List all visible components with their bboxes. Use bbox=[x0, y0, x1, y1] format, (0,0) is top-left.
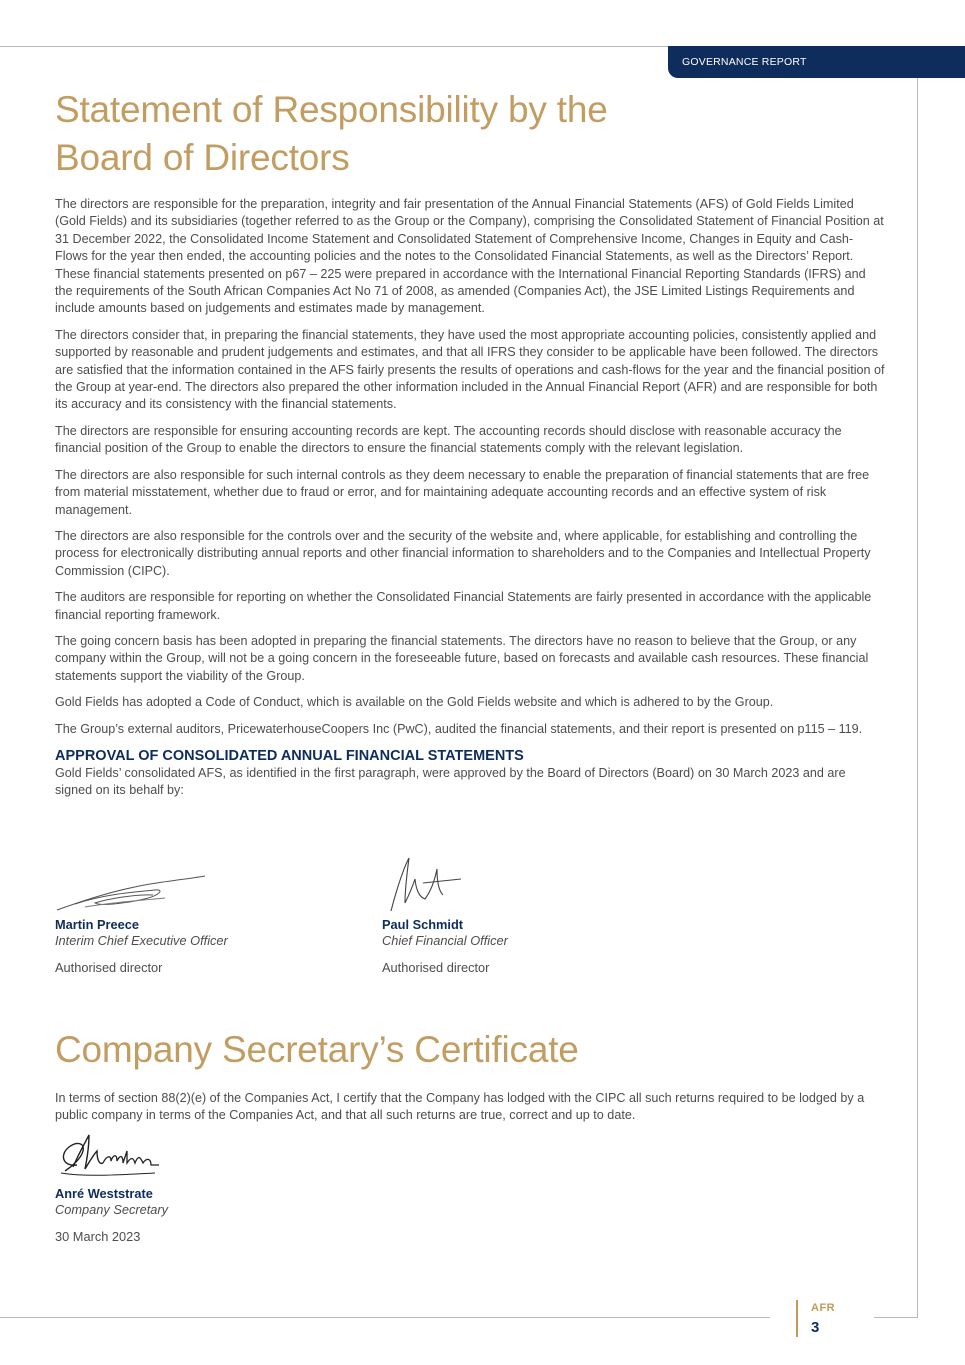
signatory-block-2 bbox=[382, 917, 702, 976]
approval-heading: APPROVAL OF CONSOLIDATED ANNUAL FINANCIAL STATEMENTS bbox=[55, 747, 524, 764]
right-rule bbox=[917, 78, 918, 1318]
title-line-2: Board of Directors bbox=[55, 137, 350, 178]
signatory-name: Martin Preece bbox=[55, 917, 139, 932]
section-header-tab bbox=[668, 46, 965, 78]
body-paragraph: The auditors are responsible for reporting on whether the Consolidated Financial Statements are fairly presented in accordance with the applicable financial reporting framework. bbox=[55, 590, 872, 622]
statement-body bbox=[55, 196, 885, 809]
signatory-block-1 bbox=[55, 917, 375, 976]
section-label: GOVERNANCE REPORT bbox=[682, 56, 807, 68]
certificate-section bbox=[55, 1026, 885, 1074]
bottom-rule bbox=[0, 1317, 770, 1318]
secretary-role: Company Secretary bbox=[55, 1202, 169, 1217]
signature-andre-weststrate bbox=[55, 1133, 165, 1183]
certificate-body bbox=[55, 1090, 885, 1134]
body-paragraph: The directors consider that, in preparing the financial statements, they have used the most appropriate accounting policies, consistently applied and supported by reasonable and prudent judgements and estimates, and that all IFRS they consider to be applicable have been followed. The directors are satisfied that the information contained in the AFS fairly presents the results of operations and cash-flows for the year and the financial position of the Group at year-end. The directors also prepared the other information included in the Annual Financial Report (AFR) and are responsible for both its accuracy and its consistency with the financial statements. bbox=[55, 327, 885, 412]
secretary-signatory-block bbox=[55, 1186, 375, 1245]
certificate-title: Company Secretary’s Certificate bbox=[55, 1029, 579, 1070]
statement-title-block bbox=[55, 86, 885, 182]
signature-paul-schmidt bbox=[385, 855, 465, 913]
certificate-text: In terms of section 88(2)(e) of the Companies Act, I certify that the Company has lodged with the CIPC all such returns required to be lodged by a public company in terms of the Companies Act, and that all such returns are true, correct and up to date. bbox=[55, 1091, 865, 1123]
approval-text: Gold Fields’ consolidated AFS, as identified in the first paragraph, were approved by the Board of Directors (Board) on 30 March 2023 and are signed on its behalf by: bbox=[55, 765, 846, 798]
body-paragraph: The directors are responsible for the preparation, integrity and fair presentation of the Annual Financial Statements (AFS) of Gold Fields Limited (Gold Fields) and its subsidiaries (together referred to as the Group or the Company), comprising the Consolidated Statement of Financial Position at 31 December 2022, the Consolidated Income Statement and Consolidated Statement of Comprehensive Income, Changes in Equity and Cash-Flows for the year then ended, the accounting policies and the notes to the Consolidated Financial Statements, as well as the Directors’ Report. These financial statements presented on p67 – 225 were prepared in accordance with the International Financial Reporting Standards (IFRS) and the requirements of the South African Companies Act No 71 of 2008, as amended (Companies Act), the JSE Limited Listings Requirements and include amounts based on judgements and estimates made by management. bbox=[55, 197, 884, 316]
footer-label: AFR bbox=[811, 1302, 836, 1314]
body-paragraph: Gold Fields has adopted a Code of Conduct, which is available on the Gold Fields website and which is adhered to by the Group. bbox=[55, 695, 774, 710]
footer-accent-bar bbox=[796, 1300, 798, 1337]
body-paragraph: The directors are also responsible for such internal controls as they deem necessary to enable the preparation of financial statements that are free from material misstatement, whether due to fraud or error, and for maintaining adequate accounting records and an effective system of risk management. bbox=[55, 467, 870, 517]
signatory-role: Chief Financial Officer bbox=[382, 933, 508, 948]
body-paragraph: The going concern basis has been adopted in preparing the financial statements. The directors have no reason to believe that the Group, or any company within the Group, will not be a going concern in the foreseeable future, based on forecasts and available cash resources. These financial statements support the viability of the Group. bbox=[55, 633, 869, 683]
page-number: 3 bbox=[811, 1319, 820, 1336]
body-paragraph: The directors are also responsible for the controls over and the security of the website and, where applicable, for establishing and controlling the process for electronically distributing annual reports and other financial information to shareholders and to the Companies and Intellectual Property Commission (CIPC). bbox=[55, 528, 871, 578]
signature-martin-preece bbox=[55, 860, 220, 915]
signatory-role: Interim Chief Executive Officer bbox=[55, 933, 228, 948]
title-line-1: Statement of Responsibility by the bbox=[55, 89, 608, 130]
body-paragraph: The Group’s external auditors, PricewaterhouseCoopers Inc (PwC), audited the financial statements, and their report is presented on p115 – 119. bbox=[55, 721, 863, 736]
bottom-rule-end bbox=[874, 1317, 918, 1318]
signatory-name: Paul Schmidt bbox=[382, 917, 464, 932]
signatory-note: Authorised director bbox=[55, 960, 163, 975]
certificate-date: 30 March 2023 bbox=[55, 1229, 141, 1244]
body-paragraph: The directors are responsible for ensuring accounting records are kept. The accounting records should disclose with reasonable accuracy the financial position of the Group to enable the directors to ensure the financial statements comply with the relevant legislation. bbox=[55, 423, 842, 456]
page-title bbox=[55, 86, 885, 182]
top-rule bbox=[0, 46, 668, 47]
secretary-name: Anré Weststrate bbox=[55, 1186, 153, 1201]
signatory-note: Authorised director bbox=[382, 960, 490, 975]
